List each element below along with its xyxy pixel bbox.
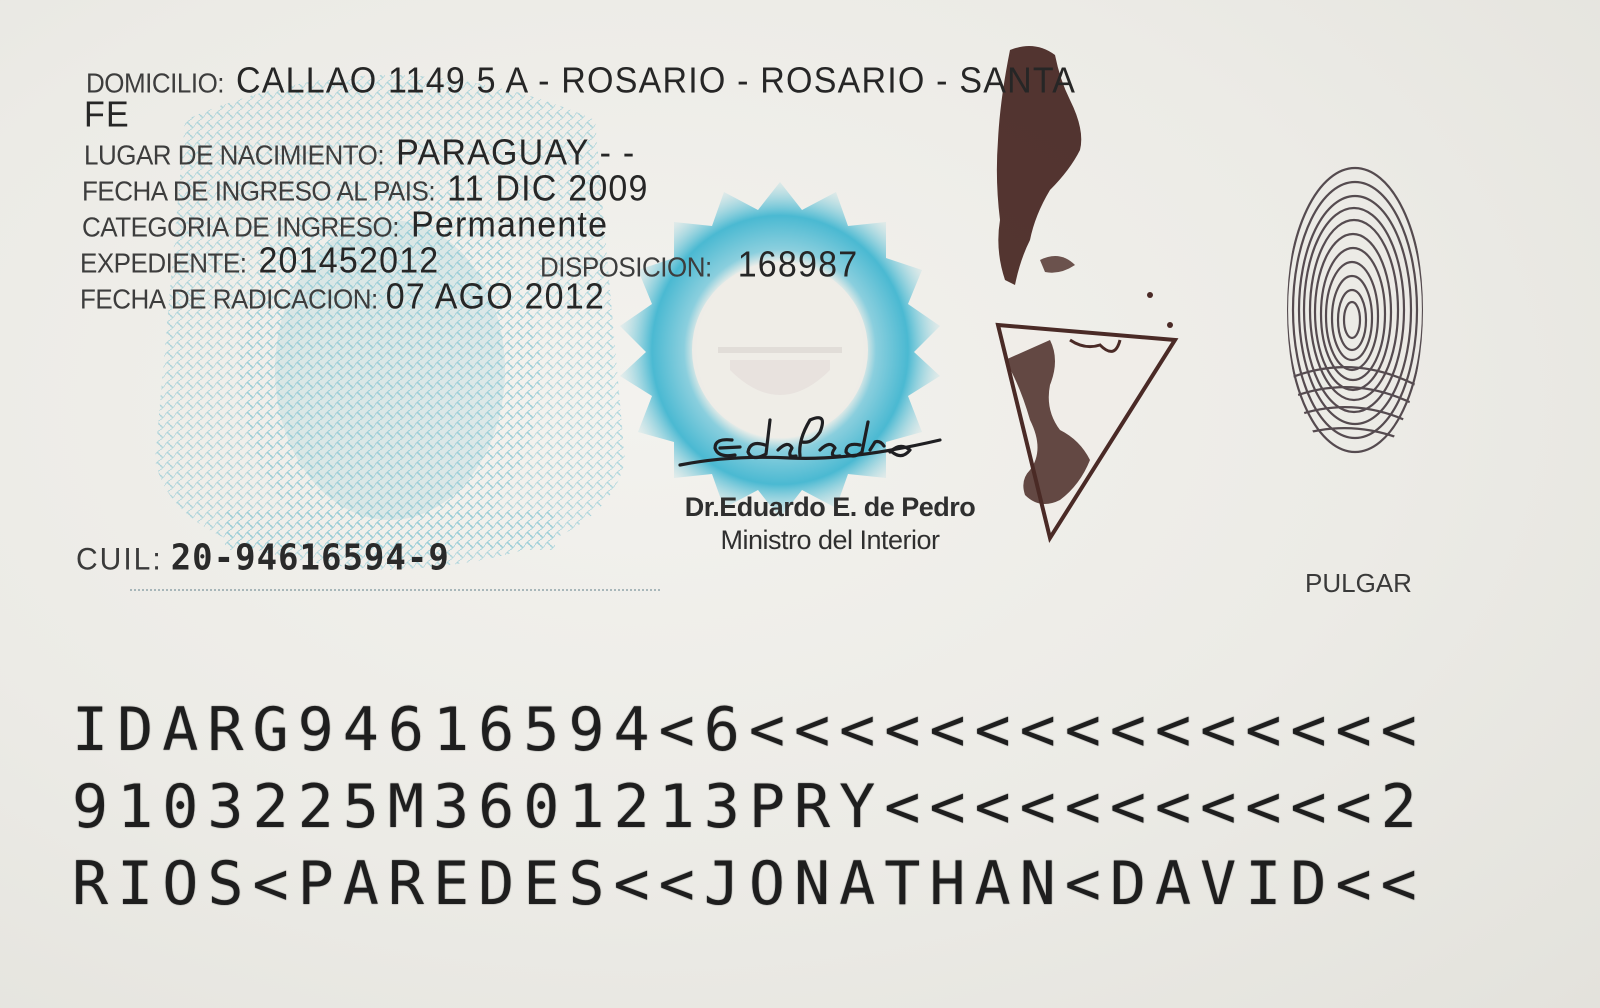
mrz-line-1: IDARG94616594<6<<<<<<<<<<<<<<< [72,695,1426,765]
domicilio-continuation [84,95,130,136]
guilloche-pattern [125,40,655,600]
signatory-name: Dr.Eduardo E. de Pedro [684,492,976,522]
fingerprint-icon [1280,150,1430,480]
fecha-radicacion-value: 07 AGO 2012 [385,277,605,317]
domicilio-value: CALLAO 1149 5 A - ROSARIO - ROSARIO - SANTA [236,61,1077,101]
signatory-block [660,492,1000,556]
fecha-radicacion-row [80,277,605,318]
disposicion-value: 168987 [737,245,859,285]
lugar-nacimiento-label: LUGAR DE NACIMIENTO: [84,139,385,171]
argentina-map-icon [990,40,1220,560]
mrz-line-3: RIOS<PAREDES<<JONATHAN<DAVID<< [72,849,1426,919]
mrz-line-2: 9103225M3601213PRY<<<<<<<<<<<2 [72,772,1426,842]
fecha-ingreso-row [82,169,649,210]
domicilio-row [86,61,1076,102]
cuil-label: CUIL: [76,542,163,577]
domicilio-label: DOMICILIO: [86,67,225,99]
microprint-line [130,589,660,595]
categoria-ingreso-label: CATEGORIA DE INGRESO: [82,211,399,243]
lugar-nacimiento-value: PARAGUAY - - [396,133,636,173]
cuil-value: 20-94616594-9 [170,537,450,579]
categoria-ingreso-value: Permanente [410,205,609,245]
domicilio-continuation-value: FE [84,95,130,135]
lugar-nacimiento-row [84,133,635,174]
fecha-ingreso-value: 11 DIC 2009 [447,169,649,209]
signatory-title: Ministro del Interior [720,525,940,555]
fecha-radicacion-label: FECHA DE RADICACION: [80,283,378,315]
fecha-ingreso-label: FECHA DE INGRESO AL PAIS: [82,175,436,207]
signature-icon [670,400,970,490]
cuil-row [76,537,450,579]
expediente-row [80,241,439,282]
thumb-label: PULGAR [1305,568,1412,598]
expediente-label: EXPEDIENTE: [80,247,247,279]
expediente-value: 201452012 [258,241,440,281]
categoria-ingreso-row [82,205,608,246]
disposicion-label: DISPOSICION: [540,251,712,283]
